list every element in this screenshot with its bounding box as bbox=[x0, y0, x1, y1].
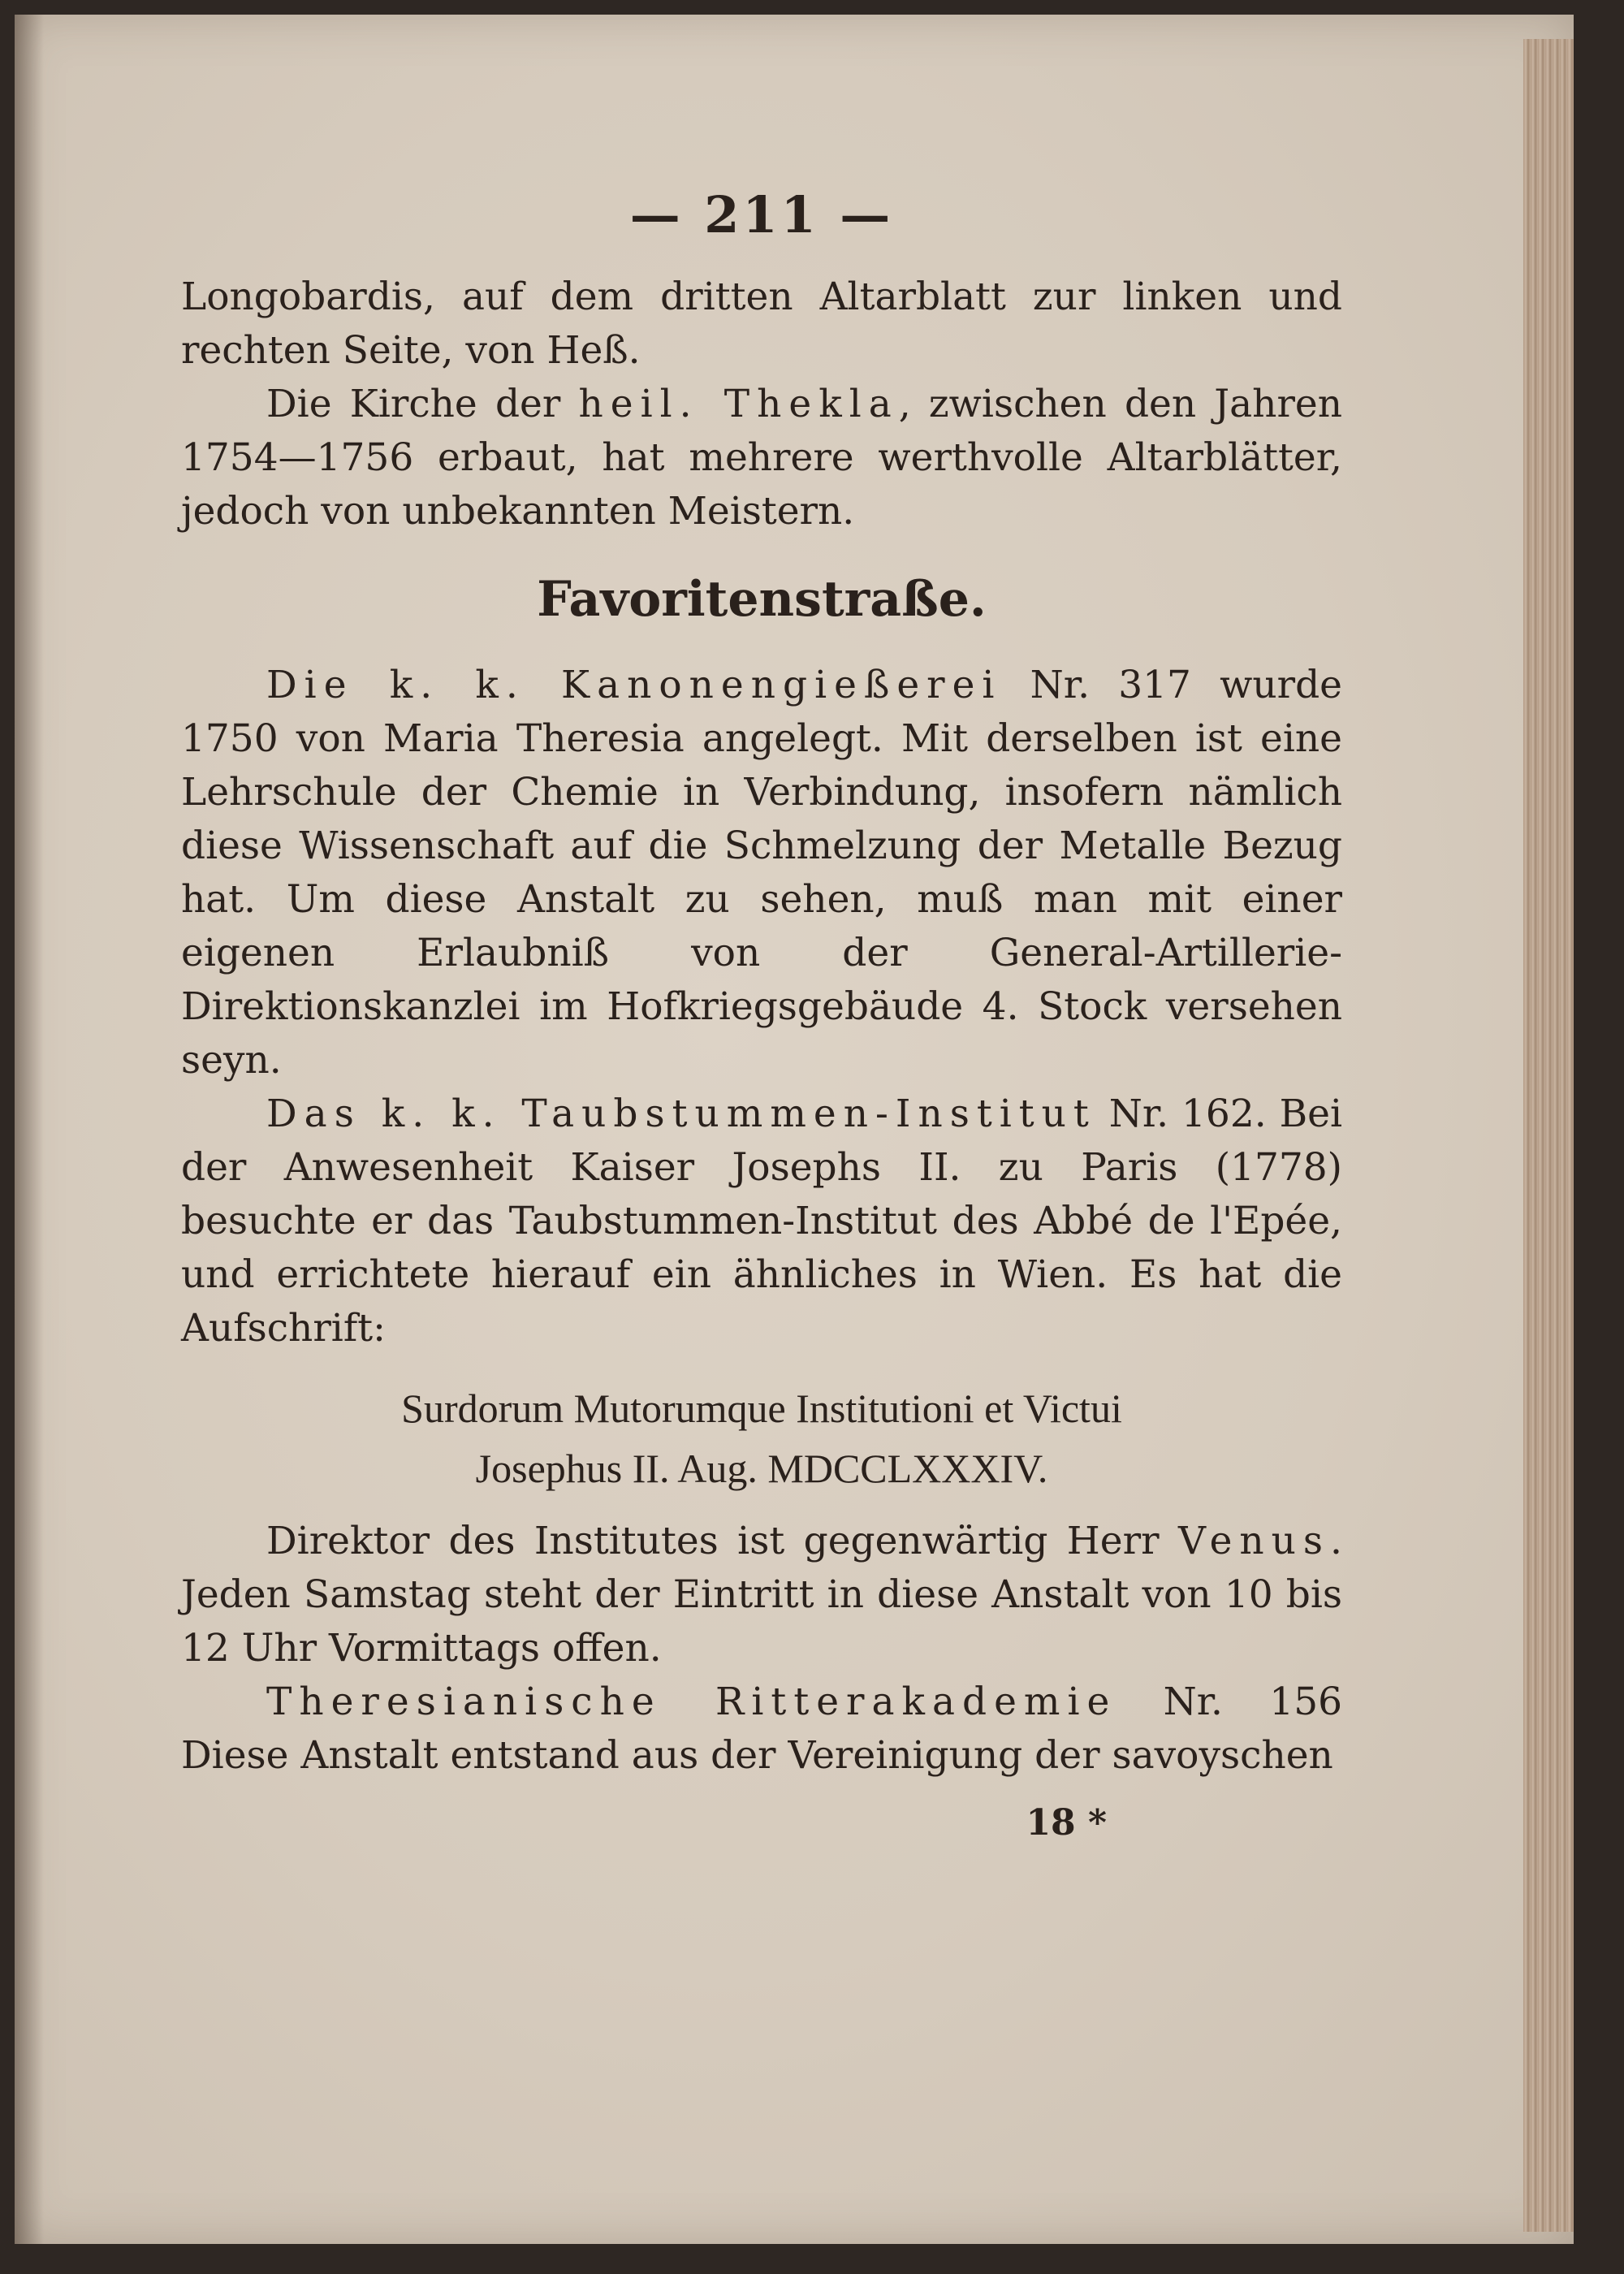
paragraph-direktor-text: . Jeden Samstag steht der Eintritt in diese Anstalt von 10 bis 12 Uhr Vormittags offen. bbox=[181, 1519, 1342, 1671]
paragraph-thekla-lead: Die Kirche der bbox=[266, 382, 579, 426]
paragraph-longobardis bbox=[181, 270, 1342, 378]
institution-name-kanonengiesserei: Die k. k. Kanonengießerei bbox=[266, 663, 1002, 707]
paragraph-kanonengiesserei-text: Nr. 317 wurde 1750 von Maria Theresia angelegt. Mit derselben ist eine Lehrschule der Chemie in Verbindung, insofern nämlich diese Wissenschaft auf die Schmelzung der Metalle Bezug hat. Um diese Anstalt zu sehen, muß man mit einer eigenen Erlaubniß von der General-Artillerie-Direktionskanzlei im Hofkriegsgebäude 4. Stock versehen seyn. bbox=[181, 663, 1342, 1083]
book-page bbox=[15, 15, 1574, 2244]
inscription bbox=[181, 1378, 1342, 1498]
signature-mark: 18 * bbox=[1026, 1802, 1107, 1844]
page-text bbox=[181, 185, 1342, 1844]
inscription-line-1: Surdorum Mutorumque Institutioni et Victui bbox=[401, 1386, 1122, 1431]
institution-name-taubstummen: Das k. k. Taubstummen-Institut bbox=[266, 1092, 1096, 1136]
director-name: Venus bbox=[1177, 1519, 1331, 1563]
gutter-shadow bbox=[15, 15, 44, 2244]
paragraph-taubstummen-text: Nr. 162. Bei der Anwesenheit Kaiser Josephs II. zu Paris (1778) besuchte er das Taubstummen-Institut des Abbé de l'Epée, und errichtete hierauf ein ähnliches in Wien. Es hat die Aufschrift: bbox=[181, 1092, 1342, 1351]
institution-name-ritterakademie: Theresianische Ritterakademie bbox=[266, 1680, 1117, 1724]
church-name-thekla: heil. Thekla bbox=[578, 382, 899, 426]
page-number: — 211 — bbox=[629, 185, 894, 244]
page-edges bbox=[1523, 39, 1574, 2232]
paragraph-longobardis-text: Longobardis, auf dem dritten Altarblatt zur linken und rechten Seite, von Heß. bbox=[181, 275, 1342, 373]
paragraph-thekla bbox=[181, 378, 1342, 538]
paragraph-ritterakademie bbox=[181, 1675, 1342, 1783]
paragraph-kanonengiesserei bbox=[181, 659, 1342, 1087]
paragraph-taubstummen bbox=[181, 1087, 1342, 1355]
paragraph-direktor-lead: Direktor des Institutes ist gegenwärtig Herr bbox=[266, 1519, 1178, 1563]
paragraph-ritterakademie-text: Nr. 156 Diese Anstalt entstand aus der Vereinigung der savoyschen bbox=[181, 1680, 1342, 1778]
paragraph-direktor bbox=[181, 1515, 1342, 1675]
inscription-line-2: Josephus II. Aug. MDCCLXXXIV. bbox=[475, 1446, 1048, 1491]
section-heading: Favoritenstraße. bbox=[537, 571, 987, 628]
paragraph-thekla-text: , zwischen den Jahren 1754—1756 erbaut, hat mehrere werthvolle Altarblätter, jedoch von unbekannten Meistern. bbox=[181, 382, 1342, 534]
